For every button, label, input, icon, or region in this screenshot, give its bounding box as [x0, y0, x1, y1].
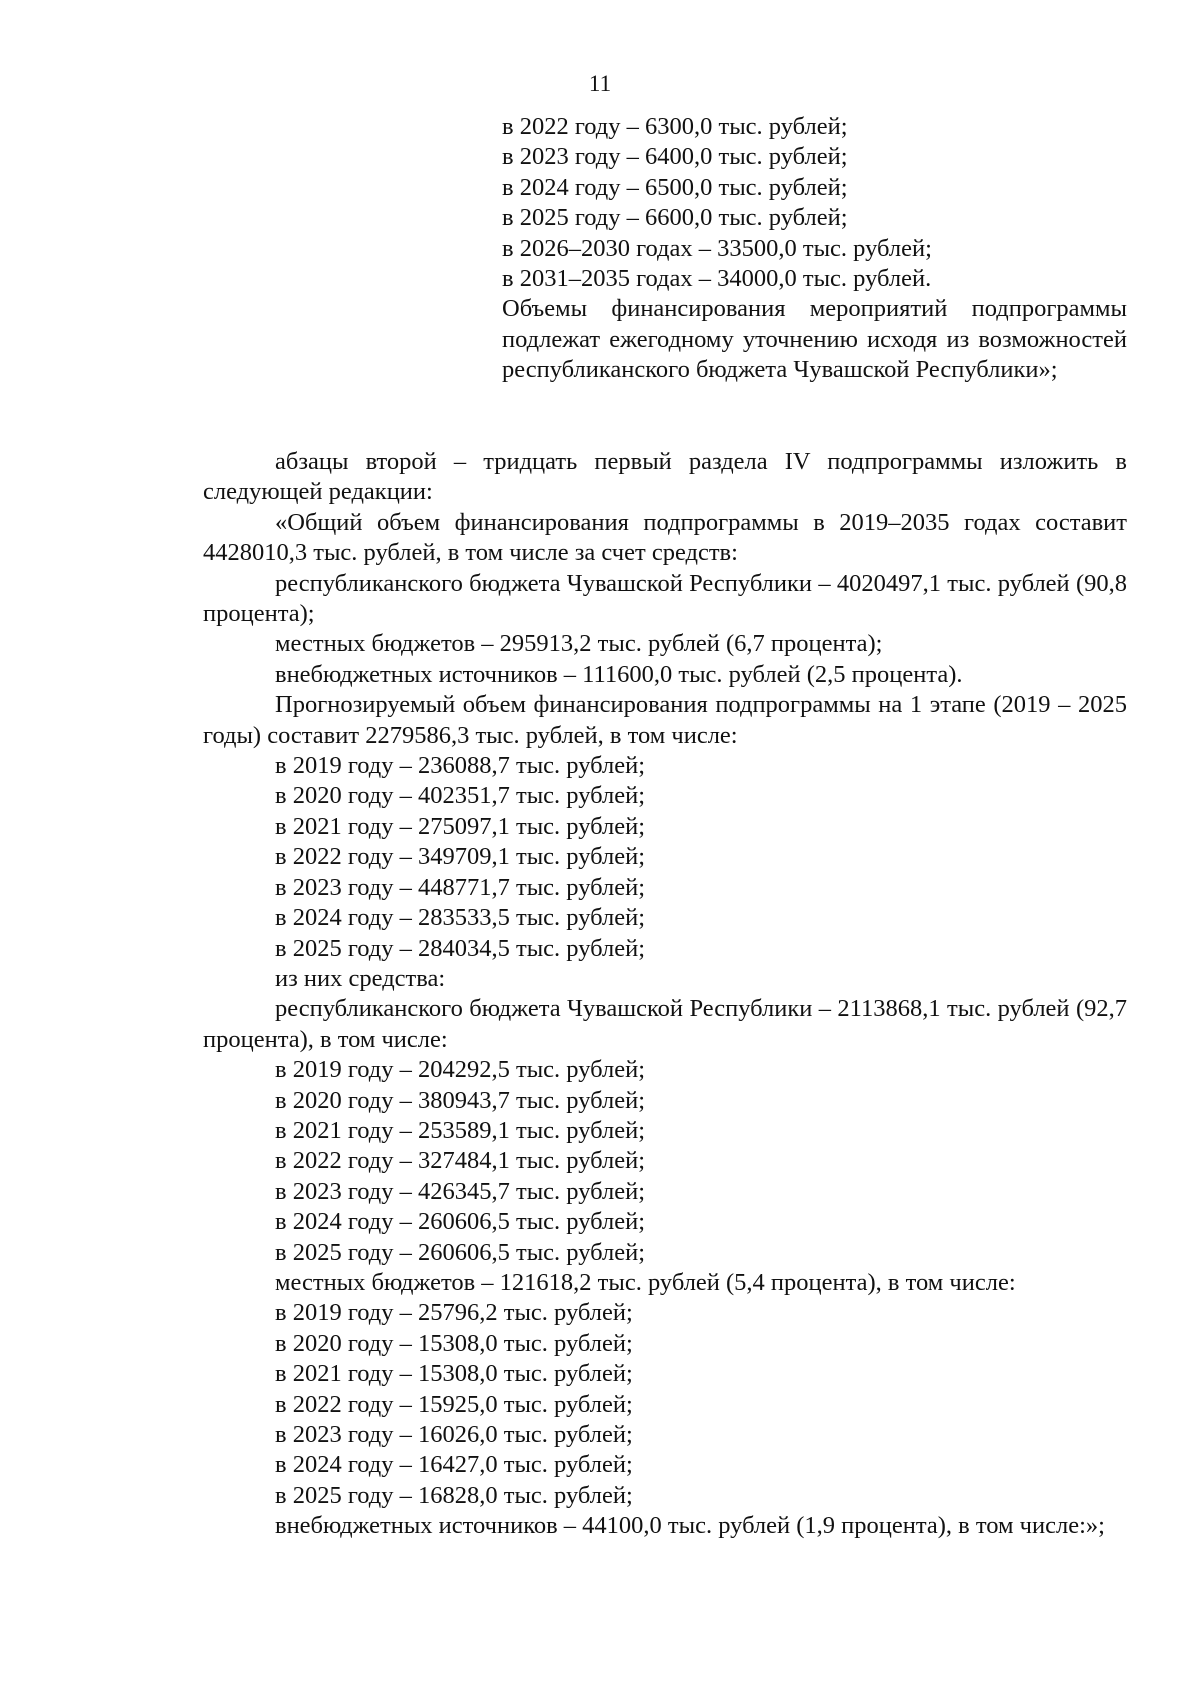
republic-year-line: в 2025 году – 260606,5 тыс. рублей; — [275, 1238, 646, 1266]
page-number: 11 — [588, 71, 612, 96]
year-line: в 2025 году – 6600,0 тыс. рублей; — [502, 204, 848, 232]
stage1-year-line: в 2024 году – 283533,5 тыс. рублей; — [275, 904, 646, 932]
of-which-label: из них средства: — [275, 964, 446, 992]
republic-year-line: в 2024 году – 260606,5 тыс. рублей; — [275, 1208, 646, 1236]
local-year-line: в 2021 году – 15308,0 тыс. рублей; — [275, 1360, 633, 1388]
source-local: местных бюджетов – 295913,2 тыс. рублей (6,7 процента); — [275, 630, 883, 658]
local-year-line: в 2024 году – 16427,0 тыс. рублей; — [275, 1451, 633, 1479]
year-line: в 2031–2035 годах – 34000,0 тыс. рублей. — [502, 265, 932, 293]
republic-year-line: в 2020 году – 380943,7 тыс. рублей; — [275, 1086, 646, 1114]
local-year-line: в 2025 году – 16828,0 тыс. рублей; — [275, 1481, 633, 1509]
local-year-line: в 2023 году – 16026,0 тыс. рублей; — [275, 1421, 633, 1448]
passport-funding-block — [502, 112, 1127, 386]
republic-year-line: в 2022 году – 327484,1 тыс. рублей; — [275, 1147, 646, 1175]
year-line: в 2024 году – 6500,0 тыс. рублей; — [502, 173, 848, 201]
republic-year-line: в 2023 году – 426345,7 тыс. рублей; — [275, 1177, 646, 1205]
stage1-year-line: в 2025 году – 284034,5 тыс. рублей; — [275, 934, 646, 962]
source-extra: внебюджетных источников – 111600,0 тыс. рублей (2,5 процента). — [275, 660, 963, 688]
republic-year-line: в 2019 году – 204292,5 тыс. рублей; — [275, 1056, 646, 1084]
local-year-line: в 2022 году – 15925,0 тыс. рублей; — [275, 1390, 633, 1418]
section-text — [203, 447, 1127, 1542]
total-funding: «Общий объем финансирования подпрограммы в 2019–2035 годах составит 4428010,3 тыс. рублей, в том числе за счет средств: — [203, 508, 1127, 567]
year-line: в 2023 году – 6400,0 тыс. рублей; — [502, 143, 848, 171]
local-budget: местных бюджетов – 121618,2 тыс. рублей (5,4 процента), в том числе: — [275, 1268, 1016, 1296]
extrabudgetary-sources: внебюджетных источников – 44100,0 тыс. рублей (1,9 процента), в том числе:»; — [275, 1512, 1105, 1540]
stage1-year-line: в 2020 году – 402351,7 тыс. рублей; — [275, 782, 646, 810]
stage1-total: Прогнозируемый объем финансирования подпрограммы на 1 этапе (2019 – 2025 годы) составит 2279586,3 тыс. рублей, в том числе: — [203, 691, 1127, 749]
source-republic: республиканского бюджета Чувашской Республики – 4020497,1 тыс. рублей (90,8 процента); — [203, 569, 1127, 628]
local-year-line: в 2020 году – 15308,0 тыс. рублей; — [275, 1329, 633, 1357]
stage1-year-line: в 2022 году – 349709,1 тыс. рублей; — [275, 843, 646, 871]
stage1-year-line: в 2023 году – 448771,7 тыс. рублей; — [275, 873, 646, 901]
year-line: в 2026–2030 годах – 33500,0 тыс. рублей; — [502, 234, 932, 262]
stage1-year-line: в 2019 году – 236088,7 тыс. рублей; — [275, 752, 646, 780]
republic-year-line: в 2021 году – 253589,1 тыс. рублей; — [275, 1116, 646, 1144]
republic-budget: республиканского бюджета Чувашской Республики – 2113868,1 тыс. рублей (92,7 процента), в том числе: — [203, 995, 1127, 1053]
year-line: в 2022 году – 6300,0 тыс. рублей; — [502, 113, 848, 140]
local-year-line: в 2019 году – 25796,2 тыс. рублей; — [275, 1299, 633, 1327]
funding-note: Объемы финансирования мероприятий подпрограммы подлежат ежегодному уточнению исходя из возможностей республиканского бюджета Чувашской Республики»; — [502, 295, 1127, 384]
amendment-intro: абзацы второй – тридцать первый раздела IV подпрограммы изложить в следующей редакции: — [203, 448, 1127, 506]
stage1-year-line: в 2021 году – 275097,1 тыс. рублей; — [275, 812, 646, 840]
